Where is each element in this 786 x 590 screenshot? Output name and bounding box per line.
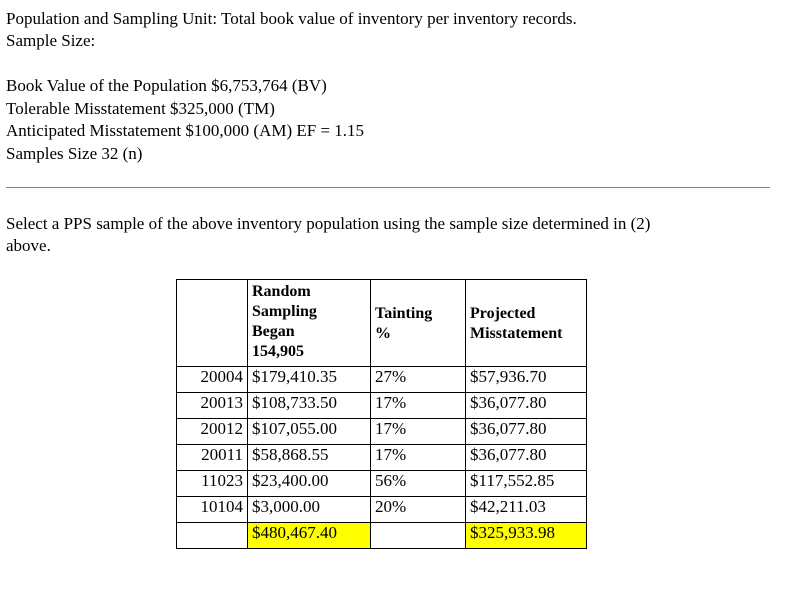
total-sampled-value: $480,467.40: [248, 523, 371, 549]
row-id: 20012: [177, 419, 248, 445]
header-random-line-1: Random: [252, 283, 311, 300]
row-value: $23,400.00: [248, 471, 371, 497]
totals-row: [177, 523, 587, 549]
row-tainting: 27%: [371, 367, 466, 393]
table-row: [177, 497, 587, 523]
sample-size-label: Sample Size:: [6, 31, 96, 50]
table-header-row: [177, 280, 587, 367]
row-tainting: 17%: [371, 419, 466, 445]
header-tainting: [371, 280, 466, 367]
question-line-2: above.: [6, 236, 51, 255]
table-row: [177, 367, 587, 393]
question-line-1: Select a PPS sample of the above inventory population using the sample size determined in (2): [6, 214, 651, 233]
row-value: $108,733.50: [248, 393, 371, 419]
anticipated-misstatement-line: Anticipated Misstatement $100,000 (AM) EF = 1.15: [6, 121, 365, 140]
row-tainting: 17%: [371, 393, 466, 419]
row-projected: $36,077.80: [466, 419, 587, 445]
table-row: [177, 471, 587, 497]
horizontal-divider: [6, 187, 770, 188]
header-projected-line-2: Misstatement: [470, 325, 563, 342]
row-id: 20011: [177, 445, 248, 471]
row-tainting: 56%: [371, 471, 466, 497]
pps-sample-table: [176, 279, 587, 549]
row-projected: $57,936.70: [466, 367, 587, 393]
row-id: 10104: [177, 497, 248, 523]
row-projected: $42,211.03: [466, 497, 587, 523]
row-value: $3,000.00: [248, 497, 371, 523]
row-tainting: 20%: [371, 497, 466, 523]
row-id: 20004: [177, 367, 248, 393]
tolerable-misstatement-line: Tolerable Misstatement $325,000 (TM): [6, 99, 275, 118]
totals-tainting: [371, 523, 466, 549]
table-row: [177, 419, 587, 445]
row-tainting: 17%: [371, 445, 466, 471]
header-random-sampling: [248, 280, 371, 367]
header-random-line-2: Sampling: [252, 303, 317, 320]
table-row: [177, 393, 587, 419]
row-value: $107,055.00: [248, 419, 371, 445]
header-random-line-3: Began: [252, 323, 295, 340]
header-tainting-line-1: Tainting: [375, 305, 433, 322]
row-id: 20013: [177, 393, 248, 419]
intro-line-1: Population and Sampling Unit: Total book value of inventory per inventory records.: [6, 9, 577, 28]
header-random-line-4: 154,905: [252, 343, 304, 360]
header-tainting-line-2: %: [375, 325, 391, 342]
header-projected-misstatement: [466, 280, 587, 367]
header-id: [177, 280, 248, 367]
row-projected: $36,077.80: [466, 393, 587, 419]
header-projected-line-1: Projected: [470, 305, 536, 322]
sample-size-line: Samples Size 32 (n): [6, 144, 143, 163]
totals-id: [177, 523, 248, 549]
row-value: $58,868.55: [248, 445, 371, 471]
row-projected: $36,077.80: [466, 445, 587, 471]
row-id: 11023: [177, 471, 248, 497]
total-projected-misstatement: $325,933.98: [466, 523, 587, 549]
row-projected: $117,552.85: [466, 471, 587, 497]
row-value: $179,410.35: [248, 367, 371, 393]
table-row: [177, 445, 587, 471]
book-value-line: Book Value of the Population $6,753,764 (BV): [6, 76, 327, 95]
